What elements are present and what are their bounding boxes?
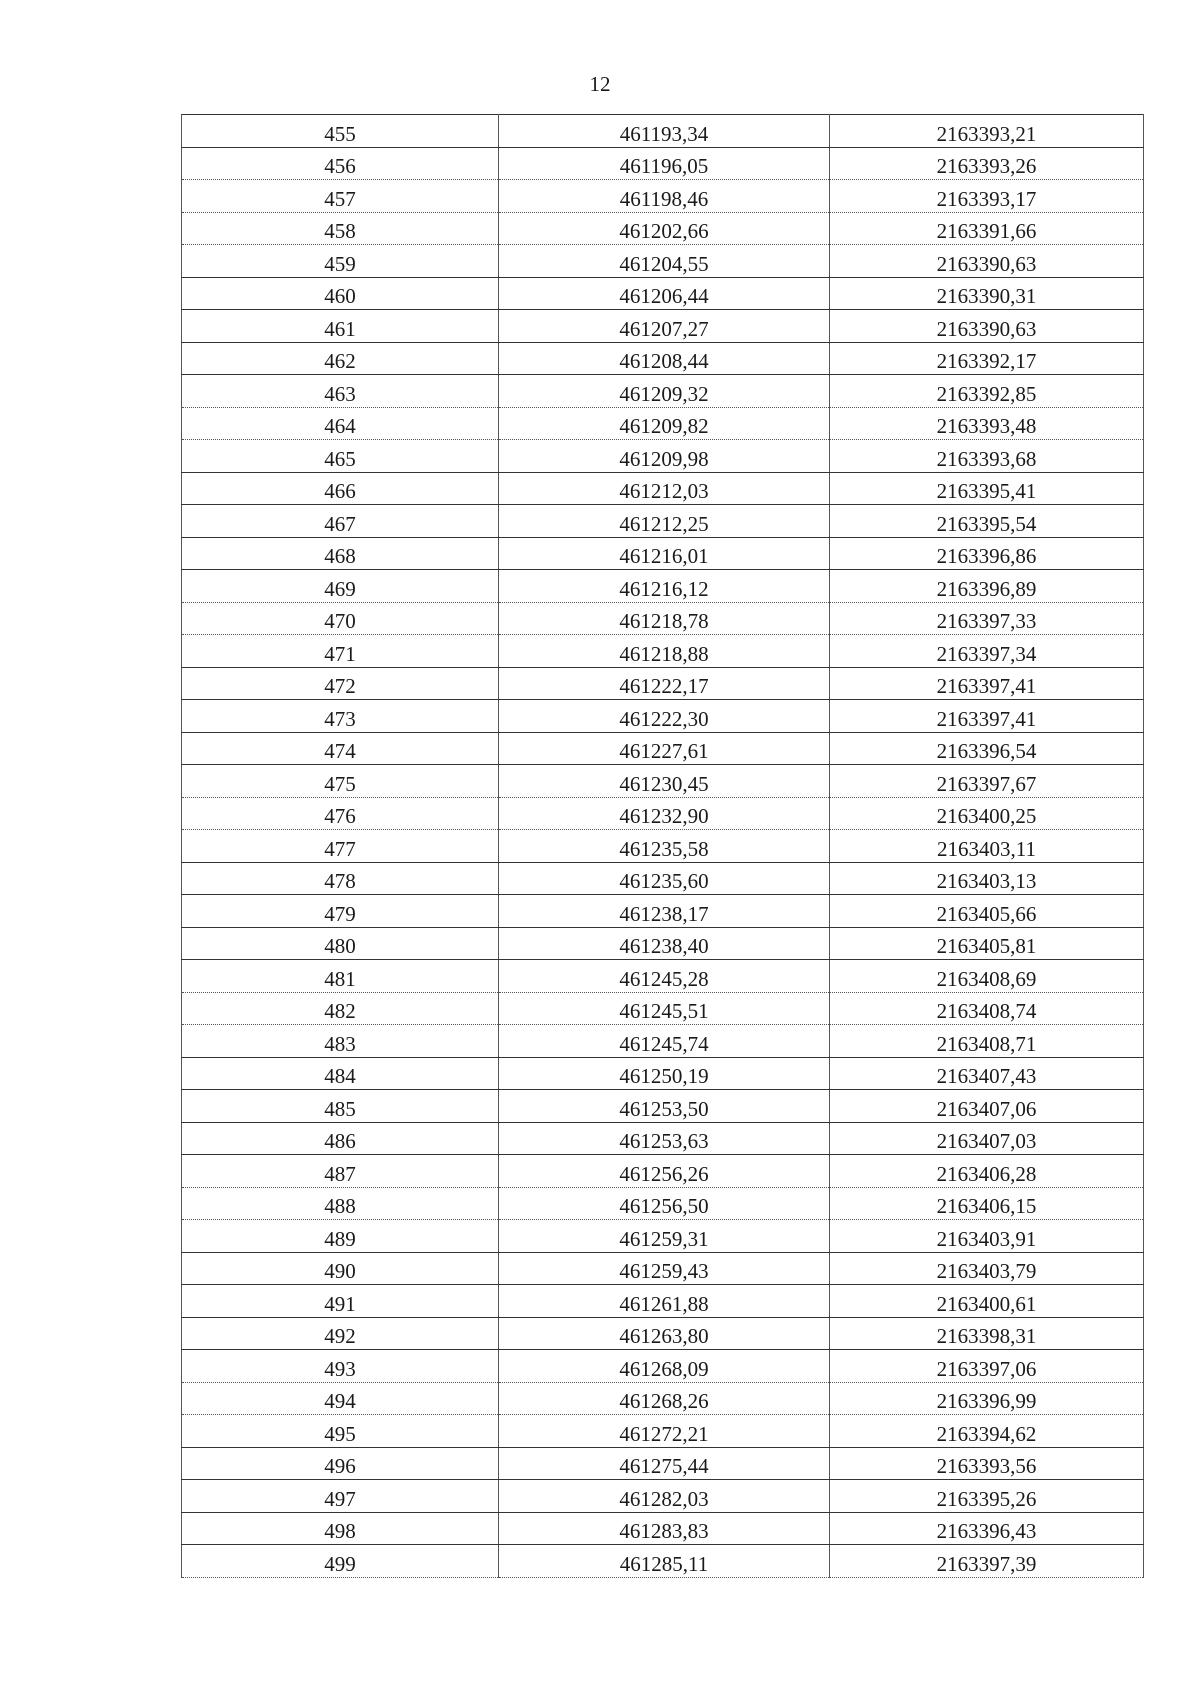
x-coordinate-cell: 461202,66: [499, 212, 830, 245]
table-row: [182, 570, 1144, 603]
table-row: [182, 277, 1144, 310]
x-coordinate-cell: 461235,58: [499, 830, 830, 863]
table-row: [182, 1447, 1144, 1480]
x-coordinate-cell: 461245,74: [499, 1025, 830, 1058]
point-number-cell: 497: [182, 1480, 499, 1513]
y-coordinate-cell: 2163395,54: [830, 505, 1144, 538]
y-coordinate-cell: 2163397,41: [830, 667, 1144, 700]
table-row: [182, 1025, 1144, 1058]
y-coordinate-cell: 2163397,06: [830, 1350, 1144, 1383]
table-row: [182, 505, 1144, 538]
point-number-cell: 494: [182, 1382, 499, 1415]
y-coordinate-cell: 2163396,86: [830, 537, 1144, 570]
y-coordinate-cell: 2163400,61: [830, 1285, 1144, 1318]
table-row: [182, 1090, 1144, 1123]
point-number-cell: 492: [182, 1317, 499, 1350]
point-number-cell: 478: [182, 862, 499, 895]
x-coordinate-cell: 461245,28: [499, 960, 830, 993]
table-row: [182, 1480, 1144, 1513]
point-number-cell: 476: [182, 797, 499, 830]
point-number-cell: 489: [182, 1220, 499, 1253]
y-coordinate-cell: 2163397,34: [830, 635, 1144, 668]
point-number-cell: 472: [182, 667, 499, 700]
x-coordinate-cell: 461238,17: [499, 895, 830, 928]
x-coordinate-cell: 461261,88: [499, 1285, 830, 1318]
x-coordinate-cell: 461212,25: [499, 505, 830, 538]
point-number-cell: 495: [182, 1415, 499, 1448]
y-coordinate-cell: 2163405,81: [830, 927, 1144, 960]
point-number-cell: 491: [182, 1285, 499, 1318]
table-row: [182, 700, 1144, 733]
point-number-cell: 499: [182, 1545, 499, 1578]
y-coordinate-cell: 2163390,31: [830, 277, 1144, 310]
y-coordinate-cell: 2163397,33: [830, 602, 1144, 635]
x-coordinate-cell: 461196,05: [499, 147, 830, 180]
x-coordinate-cell: 461232,90: [499, 797, 830, 830]
y-coordinate-cell: 2163393,48: [830, 407, 1144, 440]
x-coordinate-cell: 461207,27: [499, 310, 830, 343]
y-coordinate-cell: 2163406,15: [830, 1187, 1144, 1220]
point-number-cell: 490: [182, 1252, 499, 1285]
table-row: [182, 862, 1144, 895]
point-number-cell: 485: [182, 1090, 499, 1123]
x-coordinate-cell: 461259,43: [499, 1252, 830, 1285]
table-row: [182, 375, 1144, 408]
point-number-cell: 484: [182, 1057, 499, 1090]
y-coordinate-cell: 2163396,54: [830, 732, 1144, 765]
coordinates-table: [181, 114, 1144, 1578]
x-coordinate-cell: 461208,44: [499, 342, 830, 375]
table-row: [182, 635, 1144, 668]
x-coordinate-cell: 461275,44: [499, 1447, 830, 1480]
table-row: [182, 927, 1144, 960]
x-coordinate-cell: 461259,31: [499, 1220, 830, 1253]
y-coordinate-cell: 2163403,11: [830, 830, 1144, 863]
y-coordinate-cell: 2163407,03: [830, 1122, 1144, 1155]
point-number-cell: 462: [182, 342, 499, 375]
y-coordinate-cell: 2163405,66: [830, 895, 1144, 928]
y-coordinate-cell: 2163403,91: [830, 1220, 1144, 1253]
point-number-cell: 483: [182, 1025, 499, 1058]
point-number-cell: 481: [182, 960, 499, 993]
x-coordinate-cell: 461272,21: [499, 1415, 830, 1448]
coordinates-table-body: [182, 115, 1144, 1578]
table-row: [182, 1415, 1144, 1448]
x-coordinate-cell: 461222,30: [499, 700, 830, 733]
table-row: [182, 1220, 1144, 1253]
y-coordinate-cell: 2163390,63: [830, 245, 1144, 278]
x-coordinate-cell: 461193,34: [499, 115, 830, 148]
x-coordinate-cell: 461235,60: [499, 862, 830, 895]
point-number-cell: 458: [182, 212, 499, 245]
x-coordinate-cell: 461198,46: [499, 180, 830, 213]
x-coordinate-cell: 461285,11: [499, 1545, 830, 1578]
y-coordinate-cell: 2163403,13: [830, 862, 1144, 895]
table-row: [182, 1155, 1144, 1188]
point-number-cell: 464: [182, 407, 499, 440]
y-coordinate-cell: 2163393,21: [830, 115, 1144, 148]
point-number-cell: 466: [182, 472, 499, 505]
y-coordinate-cell: 2163392,17: [830, 342, 1144, 375]
table-row: [182, 830, 1144, 863]
x-coordinate-cell: 461250,19: [499, 1057, 830, 1090]
y-coordinate-cell: 2163406,28: [830, 1155, 1144, 1188]
x-coordinate-cell: 461256,50: [499, 1187, 830, 1220]
y-coordinate-cell: 2163408,74: [830, 992, 1144, 1025]
y-coordinate-cell: 2163393,68: [830, 440, 1144, 473]
y-coordinate-cell: 2163397,41: [830, 700, 1144, 733]
y-coordinate-cell: 2163394,62: [830, 1415, 1144, 1448]
point-number-cell: 493: [182, 1350, 499, 1383]
x-coordinate-cell: 461256,26: [499, 1155, 830, 1188]
point-number-cell: 457: [182, 180, 499, 213]
page-number: 12: [589, 72, 611, 96]
x-coordinate-cell: 461206,44: [499, 277, 830, 310]
point-number-cell: 469: [182, 570, 499, 603]
point-number-cell: 461: [182, 310, 499, 343]
table-row: [182, 1057, 1144, 1090]
y-coordinate-cell: 2163403,79: [830, 1252, 1144, 1285]
point-number-cell: 455: [182, 115, 499, 148]
x-coordinate-cell: 461268,09: [499, 1350, 830, 1383]
y-coordinate-cell: 2163396,89: [830, 570, 1144, 603]
table-row: [182, 440, 1144, 473]
table-row: [182, 180, 1144, 213]
x-coordinate-cell: 461212,03: [499, 472, 830, 505]
point-number-cell: 465: [182, 440, 499, 473]
y-coordinate-cell: 2163407,43: [830, 1057, 1144, 1090]
point-number-cell: 471: [182, 635, 499, 668]
point-number-cell: 473: [182, 700, 499, 733]
table-row: [182, 1252, 1144, 1285]
table-row: [182, 1512, 1144, 1545]
table-row: [182, 1382, 1144, 1415]
x-coordinate-cell: 461227,61: [499, 732, 830, 765]
x-coordinate-cell: 461282,03: [499, 1480, 830, 1513]
point-number-cell: 498: [182, 1512, 499, 1545]
point-number-cell: 488: [182, 1187, 499, 1220]
table-row: [182, 1187, 1144, 1220]
x-coordinate-cell: 461216,01: [499, 537, 830, 570]
point-number-cell: 475: [182, 765, 499, 798]
x-coordinate-cell: 461204,55: [499, 245, 830, 278]
table-row: [182, 537, 1144, 570]
table-row: [182, 245, 1144, 278]
table-row: [182, 797, 1144, 830]
table-row: [182, 1285, 1144, 1318]
point-number-cell: 468: [182, 537, 499, 570]
x-coordinate-cell: 461253,50: [499, 1090, 830, 1123]
table-row: [182, 602, 1144, 635]
y-coordinate-cell: 2163400,25: [830, 797, 1144, 830]
table-row: [182, 992, 1144, 1025]
point-number-cell: 460: [182, 277, 499, 310]
table-row: [182, 667, 1144, 700]
x-coordinate-cell: 461268,26: [499, 1382, 830, 1415]
point-number-cell: 479: [182, 895, 499, 928]
table-row: [182, 1317, 1144, 1350]
y-coordinate-cell: 2163391,66: [830, 212, 1144, 245]
y-coordinate-cell: 2163408,69: [830, 960, 1144, 993]
x-coordinate-cell: 461222,17: [499, 667, 830, 700]
y-coordinate-cell: 2163393,26: [830, 147, 1144, 180]
x-coordinate-cell: 461230,45: [499, 765, 830, 798]
y-coordinate-cell: 2163408,71: [830, 1025, 1144, 1058]
x-coordinate-cell: 461263,80: [499, 1317, 830, 1350]
x-coordinate-cell: 461216,12: [499, 570, 830, 603]
table-row: [182, 1350, 1144, 1383]
point-number-cell: 467: [182, 505, 499, 538]
y-coordinate-cell: 2163398,31: [830, 1317, 1144, 1350]
point-number-cell: 459: [182, 245, 499, 278]
table-row: [182, 115, 1144, 148]
point-number-cell: 482: [182, 992, 499, 1025]
x-coordinate-cell: 461238,40: [499, 927, 830, 960]
point-number-cell: 486: [182, 1122, 499, 1155]
table-row: [182, 407, 1144, 440]
point-number-cell: 470: [182, 602, 499, 635]
y-coordinate-cell: 2163397,39: [830, 1545, 1144, 1578]
point-number-cell: 487: [182, 1155, 499, 1188]
table-row: [182, 310, 1144, 343]
table-row: [182, 342, 1144, 375]
y-coordinate-cell: 2163390,63: [830, 310, 1144, 343]
table-row: [182, 1122, 1144, 1155]
table-row: [182, 472, 1144, 505]
x-coordinate-cell: 461209,98: [499, 440, 830, 473]
y-coordinate-cell: 2163407,06: [830, 1090, 1144, 1123]
table-row: [182, 212, 1144, 245]
table-row: [182, 895, 1144, 928]
point-number-cell: 456: [182, 147, 499, 180]
x-coordinate-cell: 461209,32: [499, 375, 830, 408]
y-coordinate-cell: 2163397,67: [830, 765, 1144, 798]
point-number-cell: 480: [182, 927, 499, 960]
x-coordinate-cell: 461283,83: [499, 1512, 830, 1545]
table-row: [182, 732, 1144, 765]
y-coordinate-cell: 2163392,85: [830, 375, 1144, 408]
table-row: [182, 147, 1144, 180]
point-number-cell: 477: [182, 830, 499, 863]
x-coordinate-cell: 461209,82: [499, 407, 830, 440]
x-coordinate-cell: 461218,88: [499, 635, 830, 668]
point-number-cell: 474: [182, 732, 499, 765]
y-coordinate-cell: 2163393,56: [830, 1447, 1144, 1480]
y-coordinate-cell: 2163396,43: [830, 1512, 1144, 1545]
y-coordinate-cell: 2163395,41: [830, 472, 1144, 505]
table-row: [182, 1545, 1144, 1578]
x-coordinate-cell: 461253,63: [499, 1122, 830, 1155]
table-row: [182, 765, 1144, 798]
x-coordinate-cell: 461218,78: [499, 602, 830, 635]
x-coordinate-cell: 461245,51: [499, 992, 830, 1025]
point-number-cell: 496: [182, 1447, 499, 1480]
y-coordinate-cell: 2163396,99: [830, 1382, 1144, 1415]
y-coordinate-cell: 2163395,26: [830, 1480, 1144, 1513]
point-number-cell: 463: [182, 375, 499, 408]
y-coordinate-cell: 2163393,17: [830, 180, 1144, 213]
table-row: [182, 960, 1144, 993]
